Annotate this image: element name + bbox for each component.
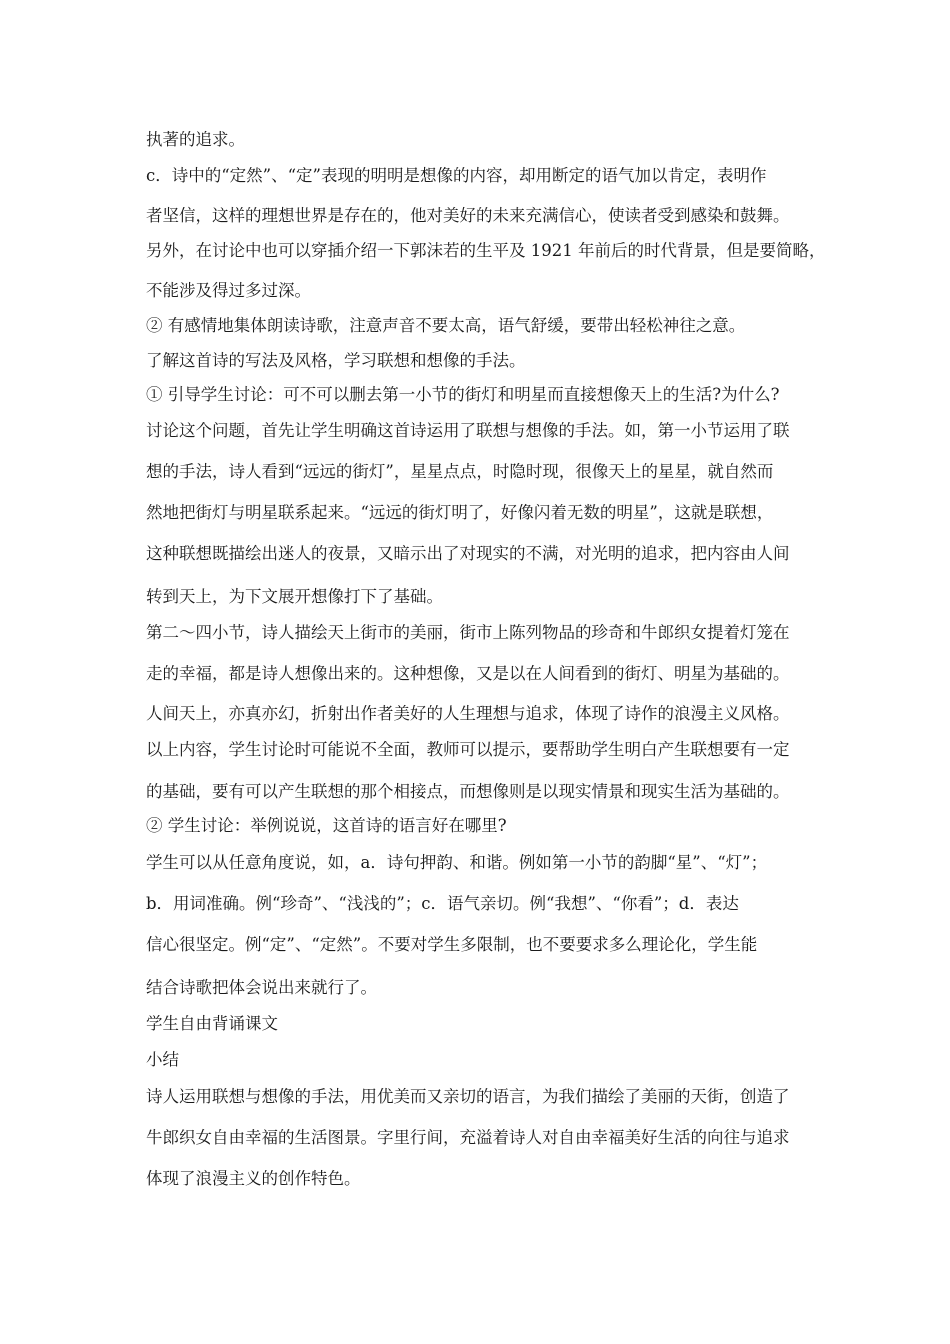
body-text-line: 以上内容，学生讨论时可能说不全面，教师可以提示，要帮助学生明白产生联想要有一定 (146, 740, 790, 759)
body-text-line: 然地把街灯与明星联系起来。“远远的街灯明了，好像闪着无数的明星”，这就是联想， (146, 503, 774, 522)
body-text-line: c．诗中的“定然”、“定”表现的明明是想像的内容，却用断定的语气加以肯定，表明作 (146, 166, 767, 185)
body-text-line: ① 引导学生讨论：可不可以删去第一小节的街灯和明星而直接想像天上的生活?为什么? (146, 385, 780, 404)
body-text-line: ② 学生讨论：举例说说，这首诗的语言好在哪里? (146, 816, 507, 835)
body-text-line: 学生可以从任意角度说，如，a．诗句押韵、和谐。例如第一小节的韵脚“星”、“灯”； (146, 853, 768, 872)
body-text-line: 牛郎织女自由幸福的生活图景。字里行间，充溢着诗人对自由幸福美好生活的向往与追求 (146, 1128, 790, 1147)
body-text-line: 执著的追求。 (146, 130, 245, 149)
body-text-line: 讨论这个问题，首先让学生明确这首诗运用了联想与想像的手法。如，第一小节运用了联 (146, 421, 790, 440)
body-text-line: ② 有感情地集体朗读诗歌，注意声音不要太高，语气舒缓，要带出轻松神往之意。 (146, 316, 746, 335)
body-text-line: 不能涉及得过多过深。 (146, 281, 311, 300)
body-text-line: 的基础，要有可以产生联想的那个相接点，而想像则是以现实情景和现实生活为基础的。 (146, 782, 790, 801)
body-text-line: 另外，在讨论中也可以穿插介绍一下郭沫若的生平及 1921 年前后的时代背景，但是要简略， (146, 241, 826, 260)
body-text-line: 想的手法，诗人看到“远远的街灯”，星星点点，时隐时现，很像天上的星星，就自然而 (146, 462, 774, 481)
body-text-line: 体现了浪漫主义的创作特色。 (146, 1169, 361, 1188)
body-text-line: 走的幸福，都是诗人想像出来的。这种想像，又是以在人间看到的街灯、明星为基础的。 (146, 664, 790, 683)
body-text-line: b．用词准确。例“珍奇”、“浅浅的”；c．语气亲切。例“我想”、“你看”；d．表达 (146, 894, 739, 913)
section-heading: 小结 (146, 1050, 179, 1069)
body-text-line: 结合诗歌把体会说出来就行了。 (146, 978, 377, 997)
body-text-line: 人间天上，亦真亦幻，折射出作者美好的人生理想与追求，体现了诗作的浪漫主义风格。 (146, 704, 790, 723)
section-heading: 了解这首诗的写法及风格，学习联想和想像的手法。 (146, 351, 526, 370)
body-text-line: 转到天上，为下文展开想像打下了基础。 (146, 587, 443, 606)
body-text-line: 诗人运用联想与想像的手法，用优美而又亲切的语言，为我们描绘了美丽的天街，创造了 (146, 1087, 790, 1106)
body-text-line: 这种联想既描绘出迷人的夜景，又暗示出了对现实的不满，对光明的追求，把内容由人间 (146, 544, 790, 563)
section-heading: 学生自由背诵课文 (146, 1014, 278, 1033)
body-text-line: 第二～四小节，诗人描绘天上街市的美丽，街市上陈列物品的珍奇和牛郎织女提着灯笼在 (146, 623, 790, 642)
body-text-line: 信心很坚定。例“定”、“定然”。不要对学生多限制，也不要要求多么理论化，学生能 (146, 935, 758, 954)
body-text-line: 者坚信，这样的理想世界是存在的，他对美好的未来充满信心，使读者受到感染和鼓舞。 (146, 206, 790, 225)
